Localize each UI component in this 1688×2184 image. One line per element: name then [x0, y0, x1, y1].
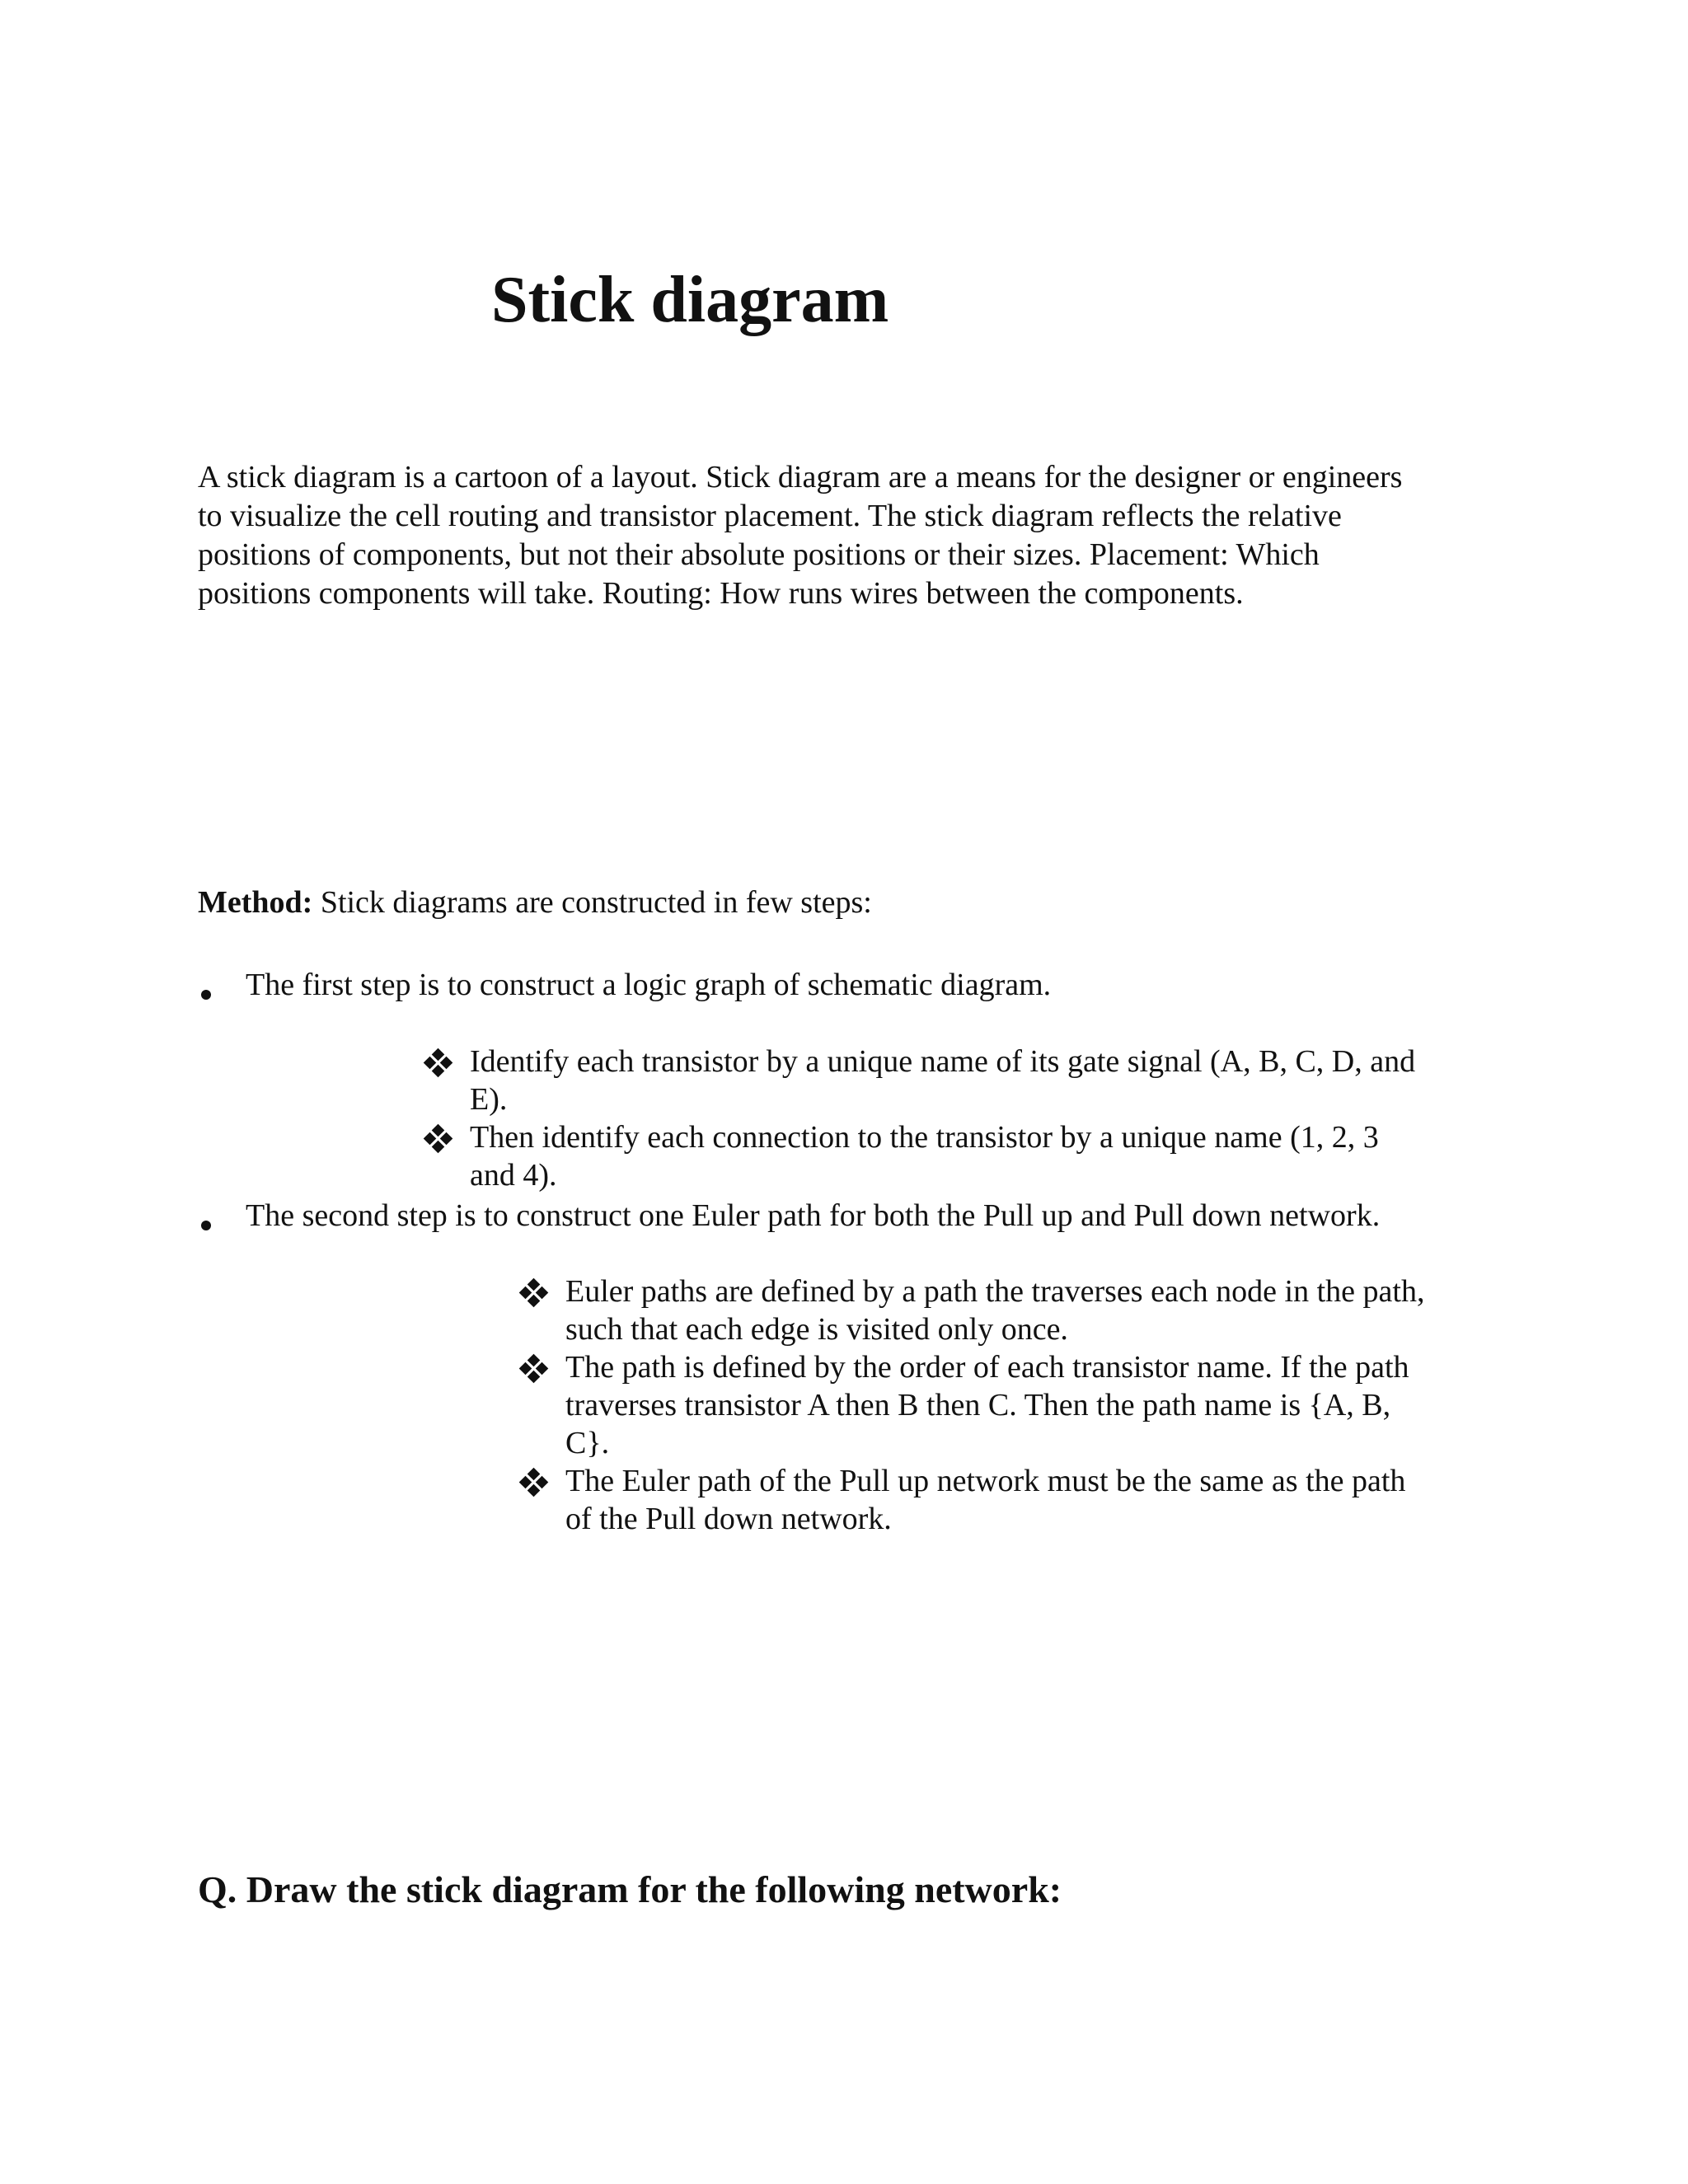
intro-paragraph	[198, 458, 1517, 613]
sub-item-line: and 4).	[470, 1158, 557, 1193]
step-1-subitems	[425, 1043, 1513, 1194]
sub-item-line: E).	[470, 1082, 508, 1117]
sub-item-line: Identify each transistor by a unique name of its gate signal (A, B, C, D, and	[470, 1044, 1416, 1079]
diamond-bullet-icon	[425, 1050, 450, 1075]
sub-list-item	[425, 1118, 1513, 1194]
intro-line: positions of components, but not their absolute positions or their sizes. Placement: Which	[198, 537, 1320, 572]
sub-item-line: such that each edge is visited only once.	[565, 1312, 1068, 1347]
diamond-bullet-icon	[521, 1356, 546, 1380]
bullet-icon	[201, 1221, 211, 1230]
page-title: Stick diagram	[491, 264, 889, 336]
intro-line: to visualize the cell routing and transistor placement. The stick diagram reflects the relative	[198, 499, 1342, 533]
sub-list-item	[521, 1272, 1526, 1348]
sub-item-line: C}.	[565, 1426, 610, 1460]
method-text: Stick diagrams are constructed in few steps:	[312, 885, 872, 920]
sub-list-item	[521, 1348, 1526, 1462]
sub-item-line: traverses transistor A then B then C. Then the path name is {A, B,	[565, 1388, 1391, 1422]
intro-line: A stick diagram is a cartoon of a layout. Stick diagram are a means for the designer or engineers	[198, 460, 1403, 494]
step-1-text: The first step is to construct a logic graph of schematic diagram.	[246, 968, 1052, 1002]
step-2-text: The second step is to construct one Euler path for both the Pull up and Pull down network.	[246, 1198, 1381, 1233]
sub-item-line: Euler paths are defined by a path the traverses each node in the path,	[565, 1274, 1425, 1309]
sub-item-line: of the Pull down network.	[565, 1502, 892, 1536]
method-label: Method:	[198, 885, 313, 920]
sub-item-line: Then identify each connection to the transistor by a unique name (1, 2, 3	[470, 1120, 1379, 1155]
intro-line: positions components will take. Routing: How runs wires between the components.	[198, 576, 1244, 611]
diamond-bullet-icon	[425, 1126, 450, 1151]
diamond-bullet-icon	[521, 1280, 546, 1305]
step-2-subitems	[521, 1272, 1526, 1538]
sub-item-line: The path is defined by the order of each transistor name. If the path	[565, 1350, 1409, 1385]
sub-item-line: The Euler path of the Pull up network must be the same as the path	[565, 1464, 1406, 1498]
question-heading: Q. Draw the stick diagram for the following network:	[198, 1868, 1062, 1910]
diamond-bullet-icon	[521, 1469, 546, 1494]
sub-list-item	[521, 1462, 1526, 1538]
sub-list-item	[425, 1043, 1513, 1118]
method-heading	[198, 883, 872, 922]
bullet-icon	[201, 990, 211, 1000]
